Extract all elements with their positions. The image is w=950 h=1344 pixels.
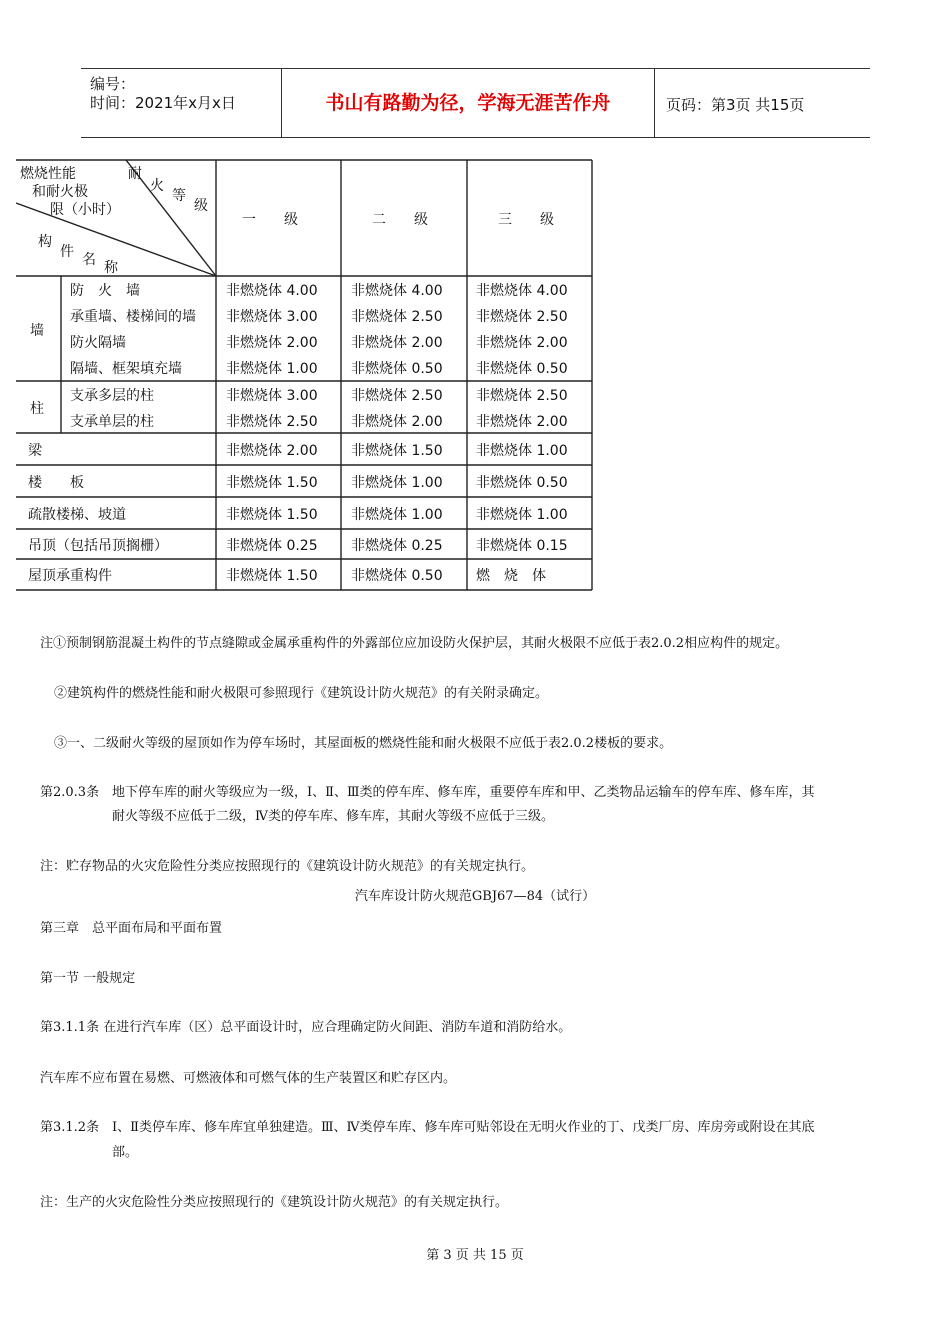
row-value: 非燃烧体 1.00 [351, 475, 443, 491]
row-item-beam: 梁 [28, 443, 42, 459]
level-header-2: 二 级 [372, 212, 428, 228]
row-value: 非燃烧体 1.50 [226, 507, 318, 523]
row-value: 非燃烧体 2.00 [226, 335, 318, 351]
row-value: 非燃烧体 2.00 [476, 414, 568, 430]
row-value: 非燃烧体 0.50 [351, 568, 443, 584]
row-item: 支承单层的柱 [70, 414, 154, 430]
time-label: 时间：2021年x月x日 [90, 94, 236, 112]
article-312-line1: Ⅰ、Ⅱ类停车库、修车库宜单独建造。Ⅲ、Ⅳ类停车库、修车库可贴邻设在无明火作业的丁、戊类厂房、库房旁或附设在其底 [112, 1120, 815, 1135]
row-value: 燃 烧 体 [476, 568, 546, 584]
row-item: 防 火 墙 [70, 283, 140, 299]
row-value: 非燃烧体 1.00 [476, 507, 568, 523]
row-item: 隔墙、框架填充墙 [70, 361, 182, 377]
row-value: 非燃烧体 0.25 [226, 538, 318, 554]
row-value: 非燃烧体 2.00 [226, 443, 318, 459]
row-value: 非燃烧体 0.50 [351, 361, 443, 377]
row-item-stairs: 疏散楼梯、坡道 [28, 507, 126, 523]
row-value: 非燃烧体 4.00 [226, 283, 318, 299]
row-value: 非燃烧体 1.00 [351, 507, 443, 523]
row-value: 非燃烧体 2.00 [351, 335, 443, 351]
note-4: 注：贮存物品的火灾危险性分类应按照现行的《建筑设计防火规范》的有关规定执行。 [40, 859, 535, 874]
row-value: 非燃烧体 2.00 [476, 335, 568, 351]
row-value: 非燃烧体 1.00 [226, 361, 318, 377]
row-item: 防火隔墙 [70, 335, 126, 351]
header-meta [81, 69, 282, 137]
page-footer: 第 3 页 共 15 页 [426, 1248, 524, 1263]
row-value: 非燃烧体 0.50 [476, 361, 568, 377]
section-title: 第一节 一般规定 [40, 971, 136, 986]
row-value: 非燃烧体 4.00 [476, 283, 568, 299]
corner-line1: 燃烧性能 [20, 166, 76, 182]
corner-gj-3: 名 [82, 252, 96, 268]
corner-naihuo-1: 耐 [128, 166, 142, 182]
row-value: 非燃烧体 2.00 [351, 414, 443, 430]
corner-naihuo-2: 火 [150, 178, 164, 194]
row-value: 非燃烧体 2.50 [351, 388, 443, 404]
article-203-line2: 耐火等级不应低于二级，Ⅳ类的停车库、修车库，其耐火等级不应低于三级。 [112, 809, 554, 824]
chapter-title: 第三章 总平面布局和平面布置 [40, 921, 223, 936]
corner-line2: 和耐火极 [32, 184, 88, 200]
note-2: ②建筑构件的燃烧性能和耐火极限可参照现行《建筑设计防火规范》的有关附录确定。 [54, 686, 549, 701]
header-page-info: 页码：第3页 共15页 [666, 96, 805, 114]
row-item-floor: 楼 板 [28, 475, 84, 491]
row-value: 非燃烧体 1.00 [476, 443, 568, 459]
note-1: 注①预制钢筋混凝土构件的节点缝隙或金属承重构件的外露部位应加设防火保护层，其耐火极限不应低于表2.0.2相应构件的规定。 [40, 636, 789, 651]
page-header [81, 68, 870, 138]
row-value: 非燃烧体 2.50 [476, 309, 568, 325]
row-item: 支承多层的柱 [70, 388, 154, 404]
corner-gj-4: 称 [104, 260, 118, 276]
group-label-column: 柱 [30, 401, 44, 417]
row-item: 承重墙、楼梯间的墙 [70, 309, 196, 325]
note-5: 注：生产的火灾危险性分类应按照现行的《建筑设计防火规范》的有关规定执行。 [40, 1195, 509, 1210]
article-312-label: 第3.1.2条 [40, 1120, 100, 1135]
corner-naihuo-3: 等 [172, 188, 186, 204]
article-203-line1: 地下停车库的耐火等级应为一级，Ⅰ、Ⅱ、Ⅲ类的停车库、修车库，重要停车库和甲、乙类物品运输车的停车库、修车库，其 [112, 785, 815, 800]
level-header-1: 一 级 [242, 212, 298, 228]
row-value: 非燃烧体 0.25 [351, 538, 443, 554]
row-value: 非燃烧体 3.00 [226, 388, 318, 404]
row-value: 非燃烧体 2.50 [226, 414, 318, 430]
row-value: 非燃烧体 4.00 [351, 283, 443, 299]
article-203-label: 第2.0.3条 [40, 785, 100, 800]
note-3: ③一、二级耐火等级的屋顶如作为停车场时，其屋面板的燃烧性能和耐火极限不应低于表2.0.2楼板的要求。 [54, 736, 673, 751]
row-value: 非燃烧体 2.50 [476, 388, 568, 404]
number-label: 编号： [90, 75, 136, 93]
row-value: 非燃烧体 1.50 [351, 443, 443, 459]
fire-rating-table [16, 159, 594, 591]
row-value: 非燃烧体 0.50 [476, 475, 568, 491]
group-label-wall: 墙 [30, 323, 44, 339]
row-value: 非燃烧体 3.00 [226, 309, 318, 325]
header-motto: 书山有路勤为径，学海无涯苦作舟 [282, 69, 655, 137]
level-header-3: 三 级 [498, 212, 554, 228]
row-item-ceiling: 吊顶（包括吊顶搁栅） [28, 538, 168, 554]
code-title: 汽车库设计防火规范GBJ67—84（试行） [354, 889, 596, 904]
corner-naihuo-4: 级 [194, 198, 208, 214]
corner-line3: 限（小时） [50, 202, 120, 218]
row-value: 非燃烧体 1.50 [226, 475, 318, 491]
corner-gj-1: 构 [38, 234, 52, 250]
paragraph-311: 汽车库不应布置在易燃、可燃液体和可燃气体的生产装置区和贮存区内。 [40, 1071, 457, 1086]
row-value: 非燃烧体 2.50 [351, 309, 443, 325]
row-value: 非燃烧体 1.50 [226, 568, 318, 584]
row-value: 非燃烧体 0.15 [476, 538, 568, 554]
article-312-line2: 部。 [112, 1145, 139, 1160]
article-311: 第3.1.1条 在进行汽车库（区）总平面设计时，应合理确定防火间距、消防车道和消防给水。 [40, 1020, 572, 1035]
corner-gj-2: 件 [60, 244, 74, 260]
row-item-roof: 屋顶承重构件 [28, 568, 112, 584]
